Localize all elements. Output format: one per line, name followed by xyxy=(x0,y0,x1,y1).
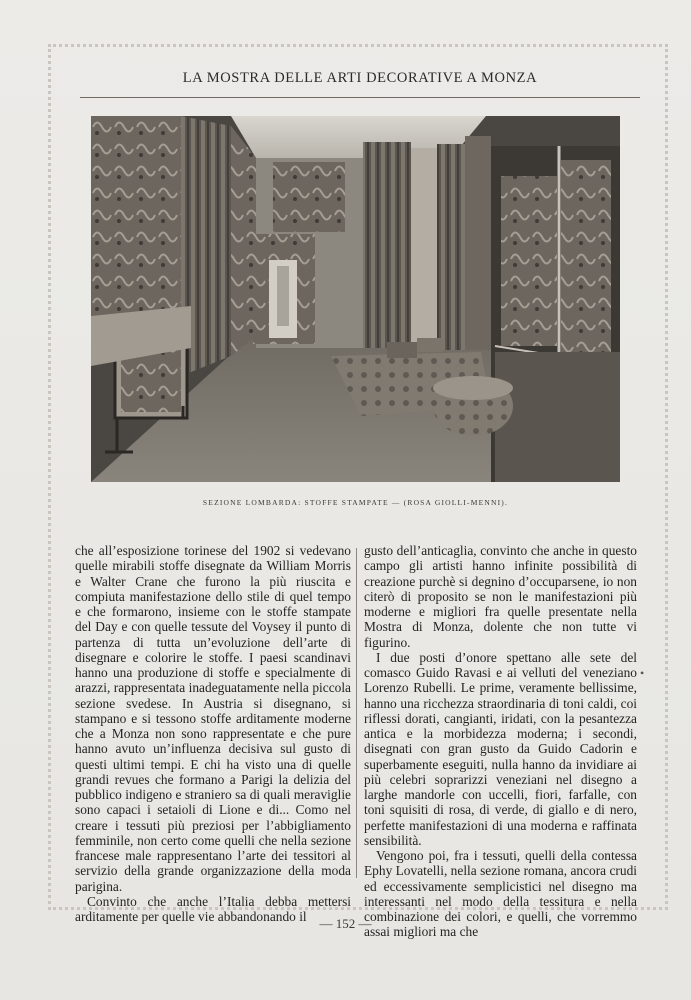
left-paragraph-2: Convinto che anche l’Italia debba mettersi arditamente per quelle vie abbandonando il xyxy=(75,893,351,924)
right-paragraph-1: gusto dell’anticaglia, convinto che anche in questo campo gli artisti hanno infinite possibilità di creazione purchè si degnino d’occuparsene, io non citerò di proposito se non le manifestazioni più moderne e migliori fra quelle presentate nella Mostra di Monza, dolente che non tutte vi figurino. xyxy=(364,543,637,650)
exhibition-photo xyxy=(91,116,620,482)
photo-illustration xyxy=(91,116,620,482)
text-column-left xyxy=(75,543,351,924)
running-head: LA MOSTRA DELLE ARTI DECORATIVE A MONZA xyxy=(182,70,538,86)
margin-pencil-mark: • xyxy=(640,666,645,680)
text-column-right xyxy=(364,543,637,940)
right-paragraph-3: Vengono poi, fra i tessuti, quelli della contessa Ephy Lovatelli, nella sezione romana, ancora crudi ed eccessivamente semplicistici nel disegno ma interessanti nel modo della tessitura e nella combinazione dei colori, e quelli, che vorremmo assai migliori ma che xyxy=(364,848,637,940)
right-paragraph-2: I due posti d’onore spettano alle sete del comasco Guido Ravasi e ai velluti del veneziano Lorenzo Rubelli. Le prime, veramente bellissime, hanno una ricchezza straordinaria di toni caldi, coi riflessi dorati, cangianti, iridati, con la pesantezza antica e la morbidezza moderna; i secondi, disegnati con gran gusto da Guido Cadorin e superbamente eseguiti, nulla hanno da invidiare ai più celebri soprarizzi veneziani nel disegno a larghe mandorle con uccelli, fiori, farfalle, con toni squisiti di rosa, di verde, di giallo e di nero, perfette manifestazioni di una moderna e raffinata sensibilità. xyxy=(364,649,637,848)
page-number: — 152 — xyxy=(319,916,372,931)
photo-caption: SEZIONE LOMBARDA: STOFFE STAMPATE — (ROSA GIOLLI-MENNI). xyxy=(202,498,509,507)
header-rule xyxy=(80,97,640,98)
column-divider xyxy=(356,548,357,878)
left-paragraph-1: che all’esposizione torinese del 1902 si vedevano quelle mirabili stoffe disegnate da William Morris e Walter Crane che furono la più riuscita e compiuta manifestazione dello stile di quel tempo e che formarono, insieme con le stoffe stampate del Day e con quelle tessute del Voysey il punto di partenza di tutta un’evoluzione dell’arte di disegnare e colorire le stoffe. I paesi scandinavi hanno una produzione di stoffe e specialmente di arazzi, rappresentata inadeguatamente nella piccola sezione svedese. In Austria si disegnano, si stampano e si tessono stoffe arditamente moderne che a Monza non sono rappresentate e che pure hanno avuto un’influenza decisiva sul gusto di questi ultimi tempi. E chi ha visto una di quelle grandi revues che formano a Parigi la delizia del pubblico indigeno e straniero sa di quali meraviglie sono capaci i setaioli di Lione e di... Como nel creare i tessuti più preziosi per l’abbigliamento femminile, non certo come quelli che nella sezione francese male rappresentano l’arte dei tessitori al servizio della grande organizzazione della moda parigina. xyxy=(75,543,351,894)
